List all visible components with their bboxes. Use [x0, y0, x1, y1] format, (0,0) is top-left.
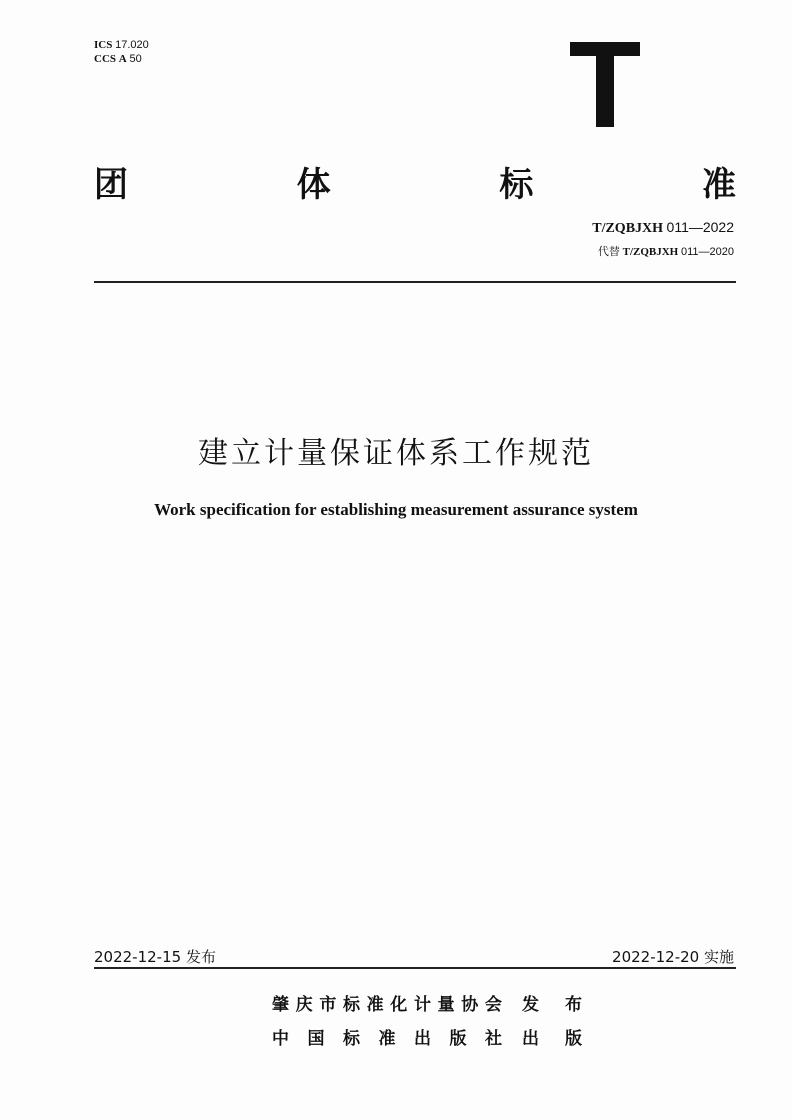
char: 化: [390, 995, 408, 1015]
char: 国: [307, 1029, 325, 1049]
standard-type-heading: [94, 156, 736, 206]
standard-code-number: 011—2022: [666, 219, 734, 235]
char: 版: [565, 1029, 582, 1049]
document-title-cn: 建立计量保证体系工作规范: [198, 436, 594, 471]
top-divider: [94, 281, 736, 283]
char: 版: [449, 1029, 467, 1049]
char: 计: [413, 995, 431, 1015]
replaces-number: 011—2020: [680, 246, 734, 258]
char: 会: [484, 995, 502, 1015]
implementation-date: 2022-12-20 实施: [612, 948, 734, 966]
classification-block: [94, 38, 149, 66]
ccs-line: [94, 52, 149, 66]
char: 标: [342, 995, 360, 1015]
char: 市: [319, 995, 337, 1015]
standard-type-char: 准: [701, 164, 736, 205]
standard-code: [592, 219, 734, 237]
replaces-code: [598, 243, 734, 259]
ics-value: 17.020: [115, 39, 149, 51]
printer-role: [522, 1024, 582, 1049]
document-title-en: Work specification for establishing measurement assurance system: [154, 500, 638, 519]
char: 社: [485, 1029, 502, 1049]
standard-logo-t: [570, 42, 640, 127]
printer-org: [272, 1024, 502, 1049]
ccs-value: 50: [129, 53, 142, 65]
char: 中: [272, 1029, 289, 1049]
char: 准: [366, 995, 384, 1015]
bottom-divider: [94, 967, 736, 969]
replaces-prefix: T/ZQBJXH: [622, 246, 679, 258]
char: 量: [437, 995, 455, 1015]
ics-line: [94, 38, 149, 52]
publisher-org: [272, 990, 502, 1015]
ics-label: ICS: [94, 39, 113, 51]
char: 协: [461, 995, 479, 1015]
char: 准: [378, 1029, 396, 1049]
publisher-role: [522, 990, 582, 1015]
char: 布: [565, 995, 582, 1015]
char: 出: [522, 1029, 539, 1049]
standard-type-char: 团: [94, 164, 128, 205]
char: 出: [414, 1029, 431, 1049]
logo-t-stem: [596, 42, 614, 127]
ccs-label: CCS: [94, 53, 117, 65]
char: 标: [343, 1029, 360, 1049]
char: 庆: [295, 995, 313, 1015]
ccs-class: A: [118, 53, 127, 65]
replaces-label: 代替: [597, 245, 620, 258]
standard-type-char: 标: [499, 164, 534, 205]
publisher-row: [272, 990, 592, 1015]
standard-code-prefix: T/ZQBJXH: [592, 221, 664, 236]
char: 发: [522, 995, 539, 1015]
standard-type-char: 体: [296, 164, 331, 205]
char: 肇: [272, 995, 289, 1015]
printer-row: [272, 1024, 592, 1049]
issue-date: 2022-12-15 发布: [94, 948, 216, 966]
